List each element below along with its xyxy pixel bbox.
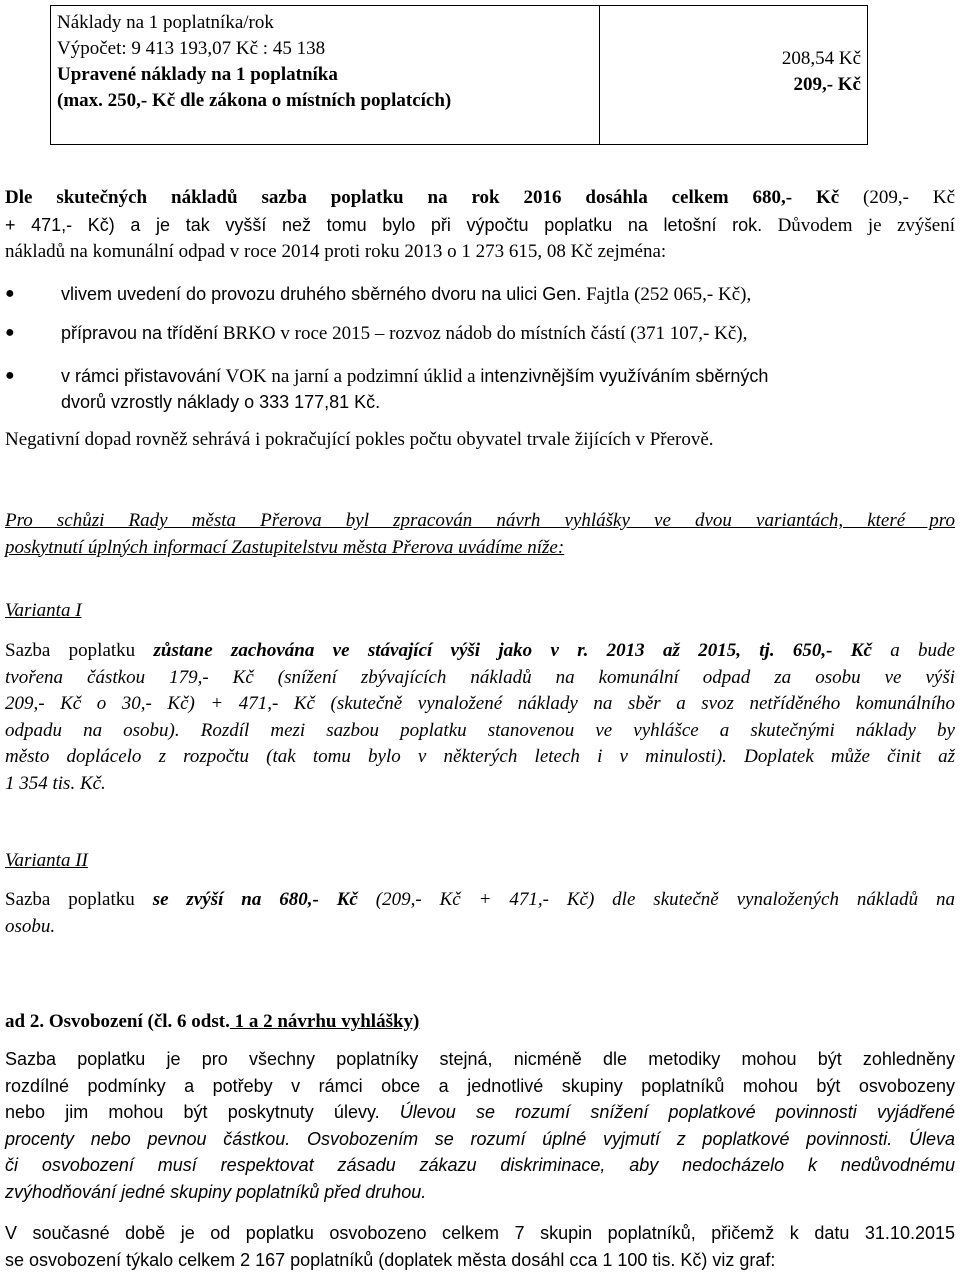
section-ad2-heading: ad 2. Osvobození (čl. 6 odst. 1 a 2 návrhu vyhlášky) (5, 1011, 420, 1032)
bullet-icon: ● (5, 367, 15, 384)
section-ad2-text: Sazba poplatku je pro všechny poplatníky stejná, nicméně dle metodiky mohou být zohledněny rozdílné podmínky a potřeby v rámci obce a jednotlivé skupiny poplatníků mohou být osvobozeny nebo jim mohou být poskytnuty úlevy. Úlevou se rozumí snížení poplatkové povinnosti vyjádřené procenty nebo pevnou částkou. Osvobozením se rozumí úplné vyjmutí z poplatkové povinnosti. Úleva či osvobození musí respektovat zásadu zákazu diskriminace, aby nedocházelo k nedůvodnému zvýhodňování jedné skupiny poplatníků před druhou. (5, 1049, 955, 1202)
variant-2-text: Sazba poplatku se zvýší na 680,- Kč (209,- Kč + 471,- Kč) dle skutečně vynaložených nákladů na osobu. (5, 889, 955, 937)
table-label-title: Náklady na 1 poplatníka/rok (57, 12, 274, 33)
intro-line-2: + 471,- Kč) a je tak vyšší než tomu bylo při výpočtu poplatku na letošní rok. Důvodem je zvýšení (5, 214, 955, 236)
table-value-adjusted: 209,- Kč (793, 74, 861, 95)
intro-line-1: Dle skutečných nákladů sazba poplatku na rok 2016 dosáhla celkem 680,- Kč (209,- Kč (5, 187, 956, 208)
table-label-adjusted-note: (max. 250,- Kč dle zákona o místních poplatcích) (57, 90, 452, 111)
cost-table-values (600, 6, 868, 145)
council-note: Pro schůzi Rady města Přerova byl zpracován návrh vyhlášky ve dvou variantách, které pro poskytnutí úplných informací Zastupitelstvu města Přerova uvádíme níže: (5, 510, 955, 558)
intro-line-3: nákladů na komunální odpad v roce 2014 proti roku 2013 o 1 273 615, 08 Kč zejména: (5, 241, 667, 262)
table-label-adjusted: Upravené náklady na 1 poplatníka (57, 64, 338, 85)
variant-1-heading: Varianta I (5, 600, 82, 621)
bullet-icon: ● (5, 324, 15, 341)
closing-paragraph: V současné době je od poplatku osvobozeno celkem 7 skupin poplatníků, přičemž k datu 31.10.2015 se osvobození týkalo celkem 2 167 poplatníků (doplatek města dosáhl cca 1 100 tis. Kč) viz graf: (5, 1223, 955, 1270)
intro-paragraph (5, 185, 955, 266)
cost-table (50, 5, 868, 145)
negative-impact: Negativní dopad rovněž sehrává i pokračující pokles počtu obyvatel trvale žijících v Přerově. (5, 429, 714, 450)
table-value-calc: 208,54 Kč (781, 48, 861, 69)
variant-1-text: Sazba poplatku zůstane zachována ve stávající výši jako v r. 2013 až 2015, tj. 650,- Kč a bude tvořena částkou 179,- Kč (snížení zbývajících nákladů na komunální odpad za osobu ve výši 209,- Kč o 30,- Kč) + 471,- Kč (skutečně vynaložené náklady na sběr a svoz netříděného komunálního odpadu na osobu). Rozdíl mezi sazbou poplatku stanovenou ve vyhlášce a skutečnými náklady by město doplácelo z rozpočtu (tak tomu bylo v některých letech i v minulosti). Doplatek může činit až 1 354 tis. Kč. (5, 640, 955, 794)
bullet-icon: ● (5, 285, 15, 302)
table-label-calc: Výpočet: 9 413 193,07 Kč : 45 138 (57, 38, 326, 59)
variant-2-heading: Varianta II (5, 850, 88, 871)
cost-table-labels (51, 6, 600, 145)
